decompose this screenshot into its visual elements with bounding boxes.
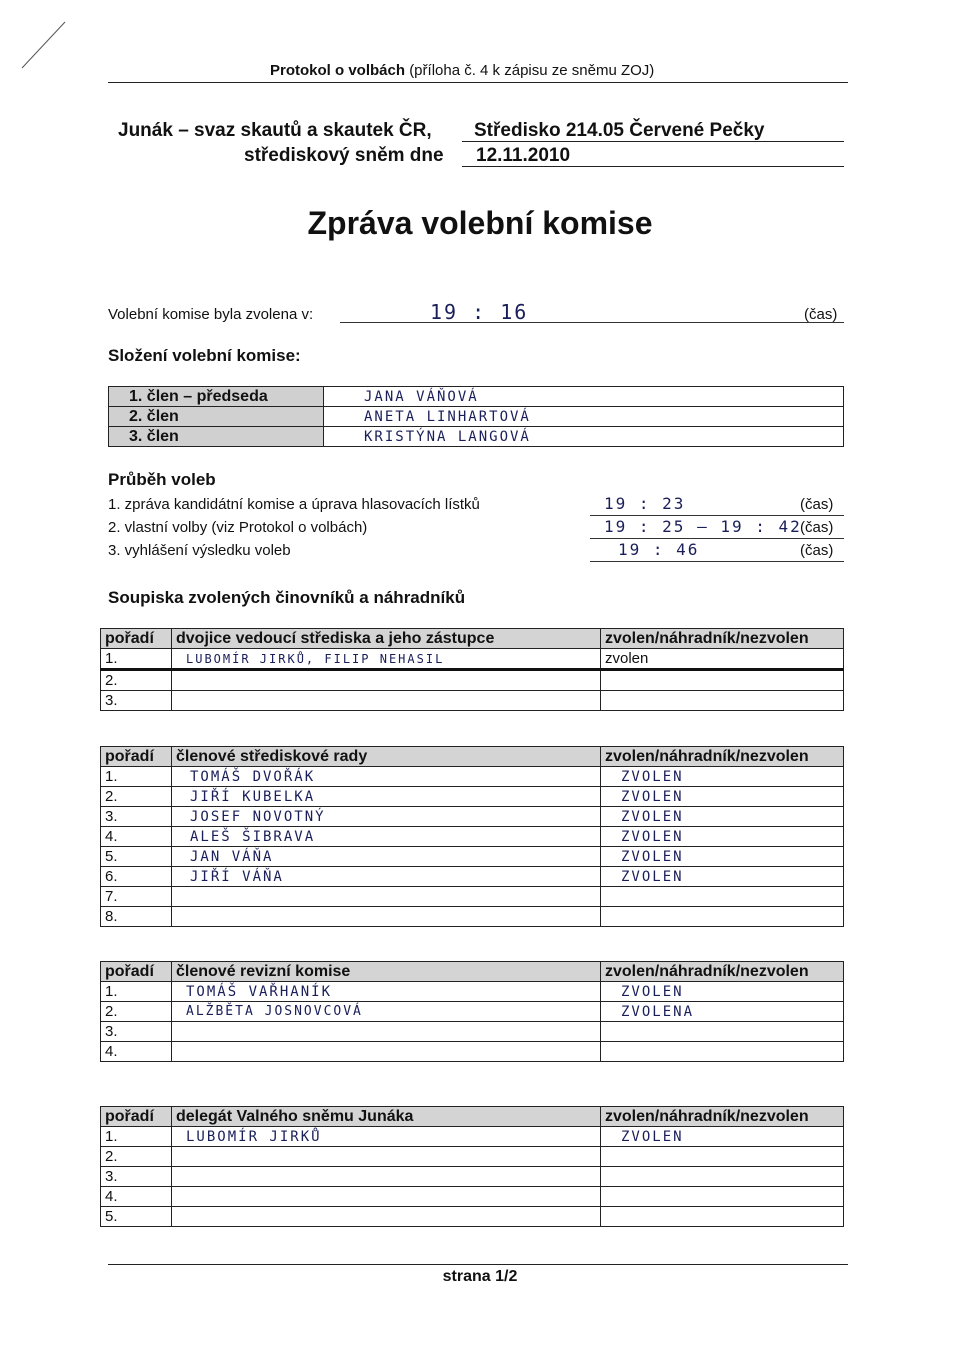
election-status: ZVOLEN [601,807,844,827]
committee-name: KRISTÝNA LANGOVÁ [324,427,844,447]
column-header: pořadí [101,747,172,767]
election-status [601,1022,844,1042]
progress-item-value: 19 : 23 [604,494,686,513]
row-number: 2. [101,1147,172,1167]
row-number: 8. [101,907,172,927]
election-status: ZVOLEN [601,982,844,1002]
candidate-name: LUBOMÍR JIRKŮ [172,1127,601,1147]
row-number: 4. [101,1187,172,1207]
candidate-name: ALŽBĚTA JOSNOVCOVÁ [172,1002,601,1022]
protocol-title: Protokol o volbách [270,62,406,79]
candidate-name: ALEŠ ŠIBRAVA [172,827,601,847]
row-number: 3. [101,807,172,827]
table-row [101,1147,844,1167]
progress-underline [590,515,844,516]
election-status: zvolen [601,649,844,670]
table-row [101,1002,844,1022]
election-status [601,907,844,927]
document-header [108,60,848,83]
delegate-table [100,1106,844,1227]
election-status: ZVOLEN [601,867,844,887]
row-number: 2. [101,1002,172,1022]
candidate-name: JOSEF NOVOTNÝ [172,807,601,827]
election-status: ZVOLEN [601,1127,844,1147]
table-row [101,847,844,867]
row-number: 5. [101,847,172,867]
election-status: ZVOLEN [601,847,844,867]
council-table [100,746,844,927]
column-header: pořadí [101,962,172,982]
progress-item-label: 2. vlastní volby (viz Protokol o volbách) [108,519,368,536]
committee-heading: Složení volební komise: [108,346,301,365]
progress-item-value: 19 : 25 – 19 : 42 [604,517,802,536]
election-status [601,1207,844,1227]
row-number: 1. [101,1127,172,1147]
committee-row [109,387,844,407]
progress-item-unit: (čas) [800,542,834,559]
candidate-name [172,1042,601,1062]
candidate-name [172,907,601,927]
election-time-value: 19 : 16 [430,300,529,324]
table-row [101,787,844,807]
column-header: zvolen/náhradník/nezvolen [601,962,844,982]
progress-item-value: 19 : 46 [618,540,700,559]
election-label: Volební komise byla zvolena v: [108,306,314,323]
candidate-name: JIŘÍ VÁŇA [172,867,601,887]
election-status [601,887,844,907]
org-line-2-left: střediskový sněm dne [244,145,444,166]
candidate-name [172,1187,601,1207]
committee-name: JANA VÁŇOVÁ [324,387,844,407]
table-row [101,670,844,691]
audit-committee-table [100,961,844,1062]
page-number: strana 1/2 [442,1268,518,1285]
candidate-name: TOMÁŠ DVOŘÁK [172,767,601,787]
column-header: zvolen/náhradník/nezvolen [601,629,844,649]
candidate-name: JAN VÁŇA [172,847,601,867]
protocol-subtitle: (příloha č. 4 k zápisu ze sněmu ZOJ) [409,62,655,79]
candidate-name [172,670,601,691]
candidate-name: JIŘÍ KUBELKA [172,787,601,807]
election-status: ZVOLEN [601,767,844,787]
column-header: dvojice vedoucí střediska a jeho zástupce [172,629,601,649]
election-status [601,1167,844,1187]
row-number: 7. [101,887,172,907]
progress-underline [590,561,844,562]
row-number: 2. [101,787,172,807]
candidate-name [172,691,601,711]
table-header-row [101,962,844,982]
table-row [101,649,844,670]
org-underline-2 [462,166,844,167]
election-status [601,1187,844,1207]
progress-item-unit: (čas) [800,519,834,536]
row-number: 6. [101,867,172,887]
table-row [101,691,844,711]
candidate-name [172,1147,601,1167]
column-header: pořadí [101,629,172,649]
leader-pair-table [100,628,844,711]
table-header-row [101,747,844,767]
main-title: Zpráva volební komise [307,205,653,241]
org-line-1-right: Středisko 214.05 Červené Pečky [474,120,765,141]
roster-heading: Soupiska zvolených činovníků a náhradníků [108,588,466,607]
table-header-row [101,1107,844,1127]
column-header: zvolen/náhradník/nezvolen [601,747,844,767]
candidate-name [172,1022,601,1042]
committee-role: 3. člen [109,427,324,447]
org-line-1-left: Junák – svaz skautů a skautek ČR, [118,120,432,141]
row-number: 4. [101,1042,172,1062]
election-status [601,670,844,691]
candidate-name [172,1207,601,1227]
progress-item-label: 1. zpráva kandidátní komise a úprava hlasovacích lístků [108,496,480,513]
table-row [101,887,844,907]
committee-role: 1. člen – předseda [109,387,324,407]
committee-row [109,427,844,447]
table-row [101,807,844,827]
org-line-2-right: 12.11.2010 [476,145,571,166]
election-status [601,1042,844,1062]
candidate-name [172,887,601,907]
progress-item-label: 3. vyhlášení výsledku voleb [108,542,291,559]
table-row [101,1042,844,1062]
column-header: členové revizní komise [172,962,601,982]
column-header: členové střediskové rady [172,747,601,767]
committee-role: 2. člen [109,407,324,427]
table-row [101,907,844,927]
election-status [601,691,844,711]
candidate-name: TOMÁŠ VAŘHANÍK [172,982,601,1002]
row-number: 5. [101,1207,172,1227]
candidate-name [172,1167,601,1187]
row-number: 1. [101,649,172,670]
election-time-unit: (čas) [804,306,838,323]
election-status [601,1147,844,1167]
row-number: 4. [101,827,172,847]
election-status: ZVOLEN [601,787,844,807]
table-row [101,1187,844,1207]
committee-row [109,407,844,427]
row-number: 3. [101,1022,172,1042]
row-number: 3. [101,1167,172,1187]
election-status: ZVOLEN [601,827,844,847]
table-row [101,982,844,1002]
candidate-name: LUBOMÍR JIRKŮ, FILIP NEHASIL [172,649,601,670]
election-underline [340,322,844,323]
row-number: 1. [101,767,172,787]
table-row [101,1127,844,1147]
committee-table [108,386,844,447]
row-number: 2. [101,670,172,691]
row-number: 1. [101,982,172,1002]
committee-name: ANETA LINHARTOVÁ [324,407,844,427]
org-underline-1 [462,141,844,142]
table-row [101,1022,844,1042]
column-header: delegát Valného sněmu Junáka [172,1107,601,1127]
progress-heading: Průběh voleb [108,470,216,489]
pen-stroke-mark [10,18,70,73]
table-row [101,1167,844,1187]
table-row [101,767,844,787]
footer-divider [108,1264,848,1265]
progress-underline [590,538,844,539]
row-number: 3. [101,691,172,711]
column-header: pořadí [101,1107,172,1127]
table-header-row [101,629,844,649]
table-row [101,867,844,887]
table-row [101,827,844,847]
progress-item-unit: (čas) [800,496,834,513]
election-status: ZVOLENA [601,1002,844,1022]
table-row [101,1207,844,1227]
column-header: zvolen/náhradník/nezvolen [601,1107,844,1127]
